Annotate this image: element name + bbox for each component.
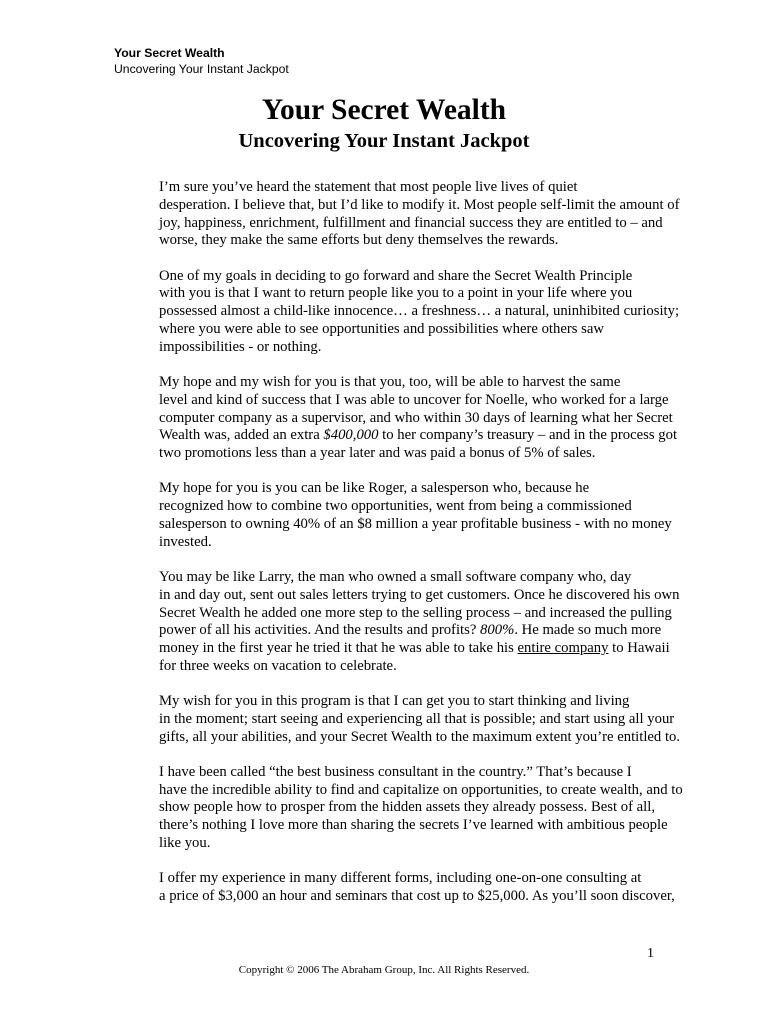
text-line: possessed almost a child-like innocence… a freshness… a natural, uninhibited curiosity; <box>159 303 680 320</box>
paragraph-8 <box>114 870 675 906</box>
text-line: computer company as a supervisor, and who within 30 days of learning what her Secret <box>159 409 673 426</box>
document-subtitle: Uncovering Your Instant Jackpot <box>238 130 530 152</box>
text-segment: Wealth was, added an extra <box>159 427 324 444</box>
text-segment: money in the first year he tried it that he was able to take his <box>159 640 518 657</box>
paragraph-1 <box>114 179 680 250</box>
text-line: two promotions less than a year later and was paid a bonus of 5% of sales. <box>159 445 596 462</box>
text-line: One of my goals in deciding to go forward and share the Secret Wealth Principle <box>159 267 633 284</box>
text-line: My hope and my wish for you is that you, too, will be able to harvest the same <box>159 373 621 390</box>
text-line: I’m sure you’ve heard the statement that most people live lives of quiet <box>159 179 578 195</box>
text-segment: to her company’s treasury – and in the process got <box>378 427 678 444</box>
text-line <box>114 622 662 640</box>
text-line: invested. <box>159 533 212 550</box>
text-line: have the incredible ability to find and capitalize on opportunities, to create wealth, and to <box>159 781 683 798</box>
text-line: My wish for you in this program is that I can get you to start thinking and living <box>159 693 630 710</box>
text-line: in the moment; start seeing and experiencing all that is possible; and start using all your <box>159 710 675 727</box>
text-line: My hope for you is you can be like Roger, a salesperson who, because he <box>159 480 590 497</box>
text-line: with you is that I want to return people like you to a point in your life where you <box>159 285 633 302</box>
paragraph-4 <box>114 480 672 551</box>
text-segment: power of all his activities. And the results and profits? <box>159 622 481 639</box>
page-number: 1 <box>647 946 654 961</box>
text-line: impossibilities - or nothing. <box>159 338 322 355</box>
title-block <box>0 92 768 154</box>
paragraph-2 <box>114 267 680 357</box>
text-line: I offer my experience in many different forms, including one-on-one consulting at <box>159 870 642 887</box>
text-line: show people how to prosper from the hidden assets they already possess. Best of all, <box>159 799 656 816</box>
document-title: Your Secret Wealth <box>261 94 507 126</box>
text-line: desperation. I believe that, but I’d like to modify it. Most people self-limit the amount of <box>159 196 680 213</box>
text-line: I have been called “the best business consultant in the country.” That’s because I <box>159 763 632 780</box>
running-header-subtitle: Uncovering Your Instant Jackpot <box>114 61 289 76</box>
text-segment: to Hawaii <box>608 640 670 657</box>
body-text <box>114 179 683 923</box>
paragraph-3 <box>114 373 678 463</box>
text-line: in and day out, sent out sales letters trying to get customers. Once he discovered his own <box>159 586 680 603</box>
text-line <box>114 640 670 658</box>
text-line: level and kind of success that I was able to uncover for Noelle, who worked for a large <box>159 391 669 408</box>
text-line: worse, they make the same efforts but deny themselves the rewards. <box>159 232 559 249</box>
text-line <box>114 427 678 445</box>
text-line: You may be like Larry, the man who owned a small software company who, day <box>159 568 632 585</box>
text-line: Secret Wealth he added one more step to the selling process – and increased the pulling <box>159 604 672 621</box>
text-line: where you were able to see opportunities and possibilities where others saw <box>159 320 604 337</box>
text-line: for three weeks on vacation to celebrate. <box>159 657 397 674</box>
paragraph-5 <box>114 568 680 676</box>
emphasized-amount: $400,000 <box>323 427 379 444</box>
paragraph-7 <box>114 763 683 853</box>
running-header-title: Your Secret Wealth <box>114 46 225 60</box>
text-line: joy, happiness, enrichment, fulfillment and financial success they are entitled to – and <box>159 214 663 231</box>
text-line: a price of $3,000 an hour and seminars that cost up to $25,000. As you’ll soon discover, <box>159 888 675 905</box>
underlined-phrase: entire company <box>517 640 609 657</box>
emphasized-percent: 800% <box>480 622 515 639</box>
text-line: gifts, all your abilities, and your Secret Wealth to the maximum extent you’re entitled to. <box>159 728 681 745</box>
running-header <box>114 46 289 77</box>
copyright-notice: Copyright © 2006 The Abraham Group, Inc. All Rights Reserved. <box>238 964 530 976</box>
text-line: there’s nothing I love more than sharing the secrets I’ve learned with ambitious people <box>159 817 668 834</box>
text-segment: . He made so much more <box>514 622 662 639</box>
text-line: recognized how to combine two opportunities, went from being a commissioned <box>159 498 632 515</box>
text-line: salesperson to owning 40% of an $8 million a year profitable business - with no money <box>159 515 672 532</box>
paragraph-6 <box>114 693 681 746</box>
text-line: like you. <box>159 835 211 852</box>
